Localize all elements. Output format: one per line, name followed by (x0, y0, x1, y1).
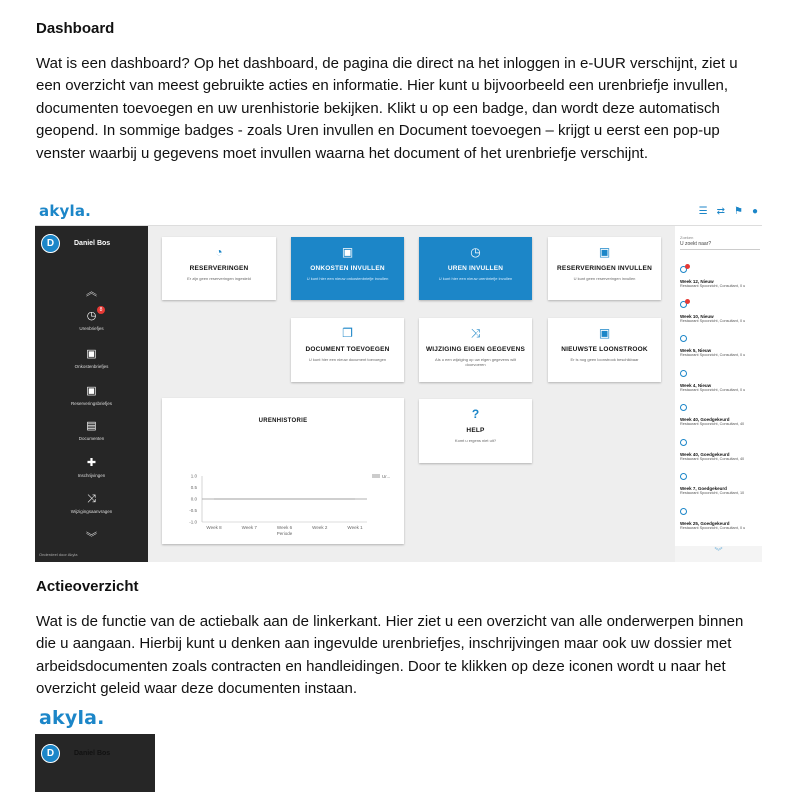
timesheet-item[interactable] (680, 260, 762, 288)
alert-dot (685, 299, 690, 304)
top-icons (699, 207, 758, 217)
heading-dashboard: Dashboard (36, 20, 115, 37)
sidebar-item-wijzigingsaanvragen[interactable] (35, 493, 148, 514)
x-tick-label: Week 6 (276, 525, 293, 530)
timesheet-title: Week 12, Nieuw (680, 279, 714, 284)
card-title: NIEUWSTE LOONSTROOK (561, 346, 648, 353)
card-title: WIJZIGING EIGEN GEGEVENS (425, 346, 526, 353)
y-tick-label: -1.0 (189, 519, 197, 525)
card-subtitle: U kunt hier een nieuw document toevoegen (308, 357, 387, 362)
urenhistorie-chart (162, 398, 404, 544)
flag-icon[interactable]: ⚑ (733, 206, 743, 217)
card-subtitle: U kunt geen reserveringen invullen (573, 276, 636, 281)
card-subtitle: Er is nog geen loonstrook beschikbaar (570, 357, 639, 362)
money-icon: ▣ (598, 326, 611, 340)
scroll-down-button[interactable] (675, 546, 762, 562)
card-help[interactable] (419, 399, 532, 463)
timesheet-title: Week 7, Goedgekeurd (680, 486, 727, 491)
card-title: UREN INVULLEN (447, 265, 504, 272)
paragraph-actieoverzicht: Wat is de functie van de actiebalk aan de linkerkant. Hier ziet u een overzicht van alle onderwerpen binnen die u aangaan. Hierbij kunt u denken aan ingevulde urenbriefjes, inschrijvingen maar ook uw dossier met arbeidsdocumenten zoals contracten en handleidingen. Door te klikken op deze iconen wordt u naar het overzicht geleid waar deze documenten instaan. (36, 613, 744, 698)
y-tick-label: 0.5 (190, 485, 197, 490)
timesheet-item[interactable] (680, 502, 762, 530)
sidebar-item-documenten[interactable] (35, 420, 148, 441)
question-icon: ? (471, 407, 480, 421)
dashboard-screenshot (35, 200, 762, 562)
money-icon: ▣ (86, 385, 97, 397)
clock-icon (680, 473, 687, 480)
x-axis-label: Periode (276, 531, 293, 536)
card-subtitle: U kunt hier een nieuw onkostenbriefje invullen (306, 276, 389, 281)
timesheet-subtitle: Restaurant Spoorzicht, Consultant, 40 (680, 422, 745, 426)
timesheet-item[interactable] (680, 295, 762, 323)
shuffle-icon: ⤨ (470, 326, 481, 340)
sidebar-item-onkostenbriefjes[interactable] (35, 348, 148, 369)
document-icon: ▤ (86, 420, 97, 432)
money-icon: ▣ (86, 348, 97, 360)
timesheet-subtitle: Restaurant Spoorzicht, Consultant, 0 u (680, 284, 746, 288)
card-document-toevoegen[interactable] (291, 318, 404, 382)
timesheet-subtitle: Restaurant Spoorzicht, Consultant, 0 u (680, 387, 746, 392)
timesheet-item[interactable] (680, 398, 762, 426)
sidebar-screenshot (35, 705, 155, 792)
y-tick-label: -0.5 (189, 508, 197, 513)
search-label: Zoeken (680, 235, 694, 240)
timesheet-subtitle: Restaurant Spoorzicht, Consultant, 0 u (680, 525, 746, 530)
legend-swatch (372, 474, 380, 478)
sidebar-item-label: Wijzigingsaanvragen (70, 509, 113, 514)
user-icon[interactable]: ● (751, 206, 758, 217)
avatar: D (41, 744, 60, 763)
timesheet-subtitle: Restaurant Spoorzicht, Consultant, 0 u (680, 318, 746, 323)
chevron-down-icon: ︾ (86, 532, 97, 544)
sidebar-item-label: Onkostenbriefjes (74, 364, 109, 369)
x-tick-label: Week 2 (312, 525, 328, 530)
timesheet-subtitle: Restaurant Spoorzicht, Consultant, 40 (680, 456, 745, 461)
clock-icon (680, 301, 687, 308)
sidebar-item-label: Inschrijvingen (77, 473, 106, 478)
shuffle-icon: ⤨ (87, 493, 96, 505)
list-icon[interactable]: ☰ (698, 206, 708, 217)
gauge-icon: ◔ (215, 245, 223, 259)
timesheet-title: Week 25, Goedgekeurd (680, 520, 730, 526)
card-subtitle: Er zijn geen reserveringen ingesteld (187, 276, 251, 281)
x-tick-label: Week 7 (241, 525, 257, 530)
right-panel (675, 226, 762, 562)
timesheet-title: Week 10, Nieuw (680, 313, 714, 319)
timesheet-subtitle: Restaurant Spoorzicht, Consultant, 0 u (680, 353, 746, 357)
collapse-down[interactable] (35, 532, 148, 544)
sidebar-item-label: Documenten (78, 436, 105, 441)
card-subtitle: U kunt hier een nieuw urenbriefje invullen (438, 276, 513, 281)
timesheet-item[interactable] (680, 364, 762, 392)
heading-actieoverzicht: Actieoverzicht (36, 578, 139, 595)
sidebar (35, 226, 148, 562)
alert-dot (685, 264, 690, 269)
card-subtitle: Als u een wijziging op uw eigen gegevens wilt doorvoeren (435, 357, 516, 367)
chart-title: URENHISTORIE (258, 418, 308, 424)
user-name: Daniel Bos (74, 750, 111, 757)
sidebar (35, 734, 155, 792)
x-tick-label: Week 1 (347, 525, 363, 530)
money-icon: ▣ (341, 245, 354, 259)
top-bar (35, 200, 762, 226)
card-title: ONKOSTEN INVULLEN (310, 265, 385, 272)
sidebar-item-label: Reserveringsbriefjes (70, 401, 113, 406)
clock-icon (680, 370, 687, 377)
y-tick-label: 1.0 (190, 473, 197, 479)
urenhistorie-card (162, 398, 404, 544)
sidebar-item-reserveringsbriefjes[interactable] (35, 385, 148, 406)
chevron-up-icon: ︽ (86, 286, 97, 298)
add-user-icon: ✚ (86, 457, 97, 469)
user-block[interactable] (41, 744, 110, 763)
x-tick-label: Week 8 (206, 525, 222, 530)
collapse-up[interactable] (35, 286, 148, 298)
money-icon: ▣ (598, 245, 611, 259)
timesheet-title: Week 5, Nieuw (680, 348, 712, 353)
timesheet-item[interactable] (680, 433, 762, 461)
card-reserveringen[interactable] (162, 237, 276, 300)
card-wijziging-eigen-gegevens[interactable] (419, 318, 532, 382)
clock-icon (680, 508, 687, 515)
timesheet-title: Week 40, Goedgekeurd (680, 417, 730, 422)
card-reserveringen-invullen[interactable] (548, 237, 661, 300)
clock-icon (680, 439, 687, 446)
sidebar-item-urenbriefjes[interactable] (35, 307, 148, 331)
documents-icon: ❐ (342, 326, 353, 340)
timesheet-subtitle: Restaurant Spoorzicht, Consultant, 10 (680, 491, 745, 495)
card-title: DOCUMENT TOEVOEGEN (305, 346, 390, 353)
legend-label: Ur... (382, 474, 391, 479)
sidebar-footer: Onderdeel door Akyla (39, 552, 78, 557)
clock-icon: ◷ (470, 245, 481, 259)
sidebar-item-inschrijvingen[interactable] (35, 457, 148, 478)
user-block[interactable] (41, 234, 110, 253)
card-onkosten-invullen[interactable] (291, 237, 404, 300)
swap-icon[interactable]: ⇄ (716, 206, 725, 217)
akyla-logo: akyla. (39, 202, 92, 220)
timesheet-title: Week 4, Nieuw (680, 382, 712, 388)
clock-icon (680, 404, 687, 411)
timesheet-title: Week 40, Goedgekeurd (680, 451, 730, 457)
card-uren-invullen[interactable] (419, 237, 532, 300)
paragraph-dashboard: Wat is een dashboard? Op het dashboard, de pagina die direct na het inloggen in e-UUR verschijnt, ziet u een overzicht van meest gebruikte acties en informatie. Hier kunt u bijvoorbeeld een urenbriefje invullen, documenten toevoegen en uw urenhistorie bekijken. Klikt u op een badge, dan wordt deze automatisch geopend. In sommige badges - zoals Uren invullen en Document toevoegen – krijgt u eerst een pop-up venster waarbij u gegevens moet invullen waarna het document of het urenbriefje verschijnt. (36, 55, 738, 162)
user-name: Daniel Bos (74, 240, 111, 247)
timesheet-item[interactable] (680, 467, 762, 495)
card-title: HELP (466, 427, 485, 434)
card-title: RESERVERINGEN INVULLEN (557, 265, 652, 272)
y-tick-label: 0.0 (190, 496, 197, 502)
card-nieuwste-loonstrook[interactable] (548, 318, 661, 382)
chevron-down-icon: ︾ (714, 547, 723, 556)
clock-icon (680, 266, 687, 273)
clock-icon (680, 335, 687, 342)
card-title: RESERVERINGEN (189, 265, 249, 272)
timesheet-item[interactable] (680, 329, 762, 357)
search-input[interactable]: U zoekt naar? (680, 241, 760, 250)
sidebar-item-label: Urenbriefjes (79, 326, 104, 331)
clock-icon: ◷ (86, 310, 97, 322)
notification-badge: 8 (97, 306, 105, 314)
akyla-logo: akyla. (39, 707, 105, 729)
card-subtitle: Komt u ergens niet uit? (454, 438, 497, 443)
avatar: D (41, 234, 60, 253)
